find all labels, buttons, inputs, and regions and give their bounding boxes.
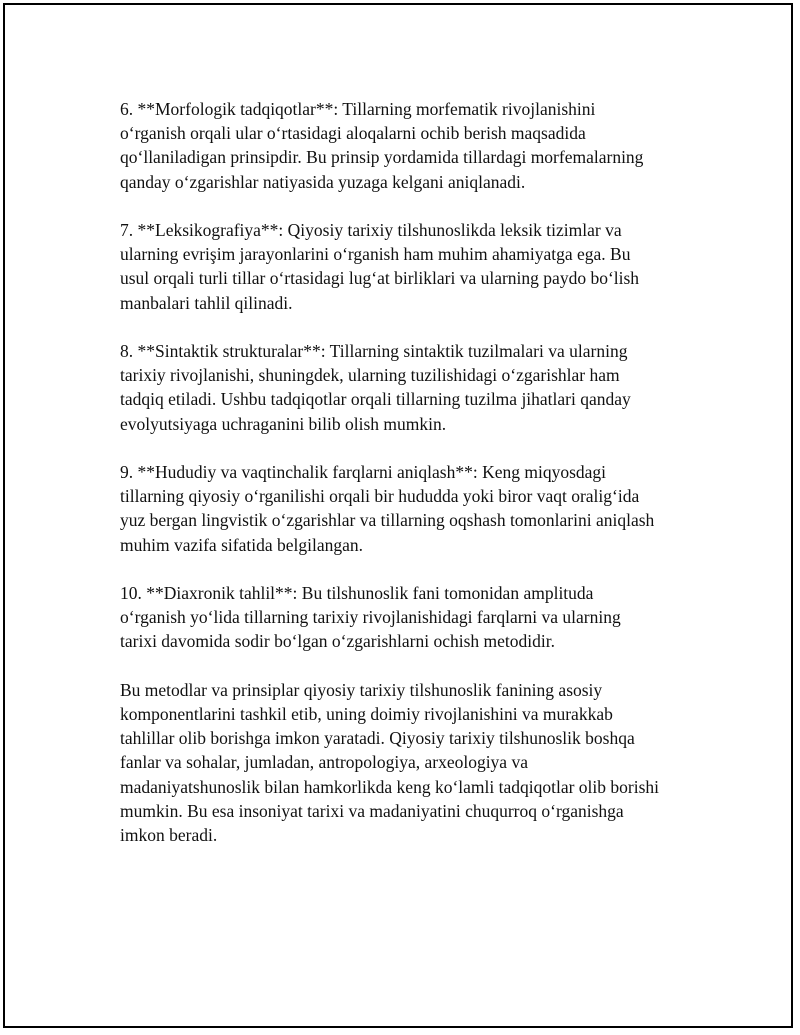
page-frame <box>3 3 793 1028</box>
text-line: Bu metodlar va prinsiplar qiyosiy tarixiy tilshunoslik fanining asosiy <box>120 679 603 700</box>
text-line: 6. **Morfologik tadqiqotlar**: Tillarning morfematik rivojlanishini <box>120 99 596 119</box>
text-line: tillarning qiyosiy o‘rganilishi orqali bir hududda yoki biror vaqt oralig‘ida <box>120 486 640 507</box>
text-line: tarixiy rivojlanishi, shuningdek, ularning tuzilishidagi o‘zgarishlar ham <box>120 365 620 386</box>
text-line: imkon beradi. <box>120 825 218 846</box>
paragraph-sintaktik <box>120 339 700 436</box>
text-line: ularning evrişim jarayonlarini o‘rganish ham muhim ahamiyatga ega. Bu <box>120 244 631 265</box>
paragraph-morfologik <box>120 97 700 194</box>
document-body <box>120 97 700 871</box>
text-line: mumkin. Bu esa insoniyat tarixi va madaniyatini chuqurroq o‘rganishga <box>120 800 624 821</box>
text-line: 7. **Leksikografiya**: Qiyosiy tarixiy tilshunoslikda leksik tizimlar va <box>120 220 622 240</box>
text-line: madaniyatshunoslik bilan hamkorlikda keng ko‘lamli tadqiqotlar olib borishi <box>120 776 660 797</box>
text-line: qo‘llaniladigan prinsipdir. Bu prinsip yordamida tillardagi morfemalarning <box>120 147 644 168</box>
text-line: muhim vazifa sifatida belgilangan. <box>120 534 363 555</box>
paragraph-diaxronik <box>120 581 700 654</box>
text-line: tadqiq etiladi. Ushbu tadqiqotlar orqali tillarning tuzilma jihatlari qanday <box>120 389 631 410</box>
text-line: 9. **Hududiy va vaqtinchalik farqlarni aniqlash**: Keng miqyosdagi <box>120 462 607 482</box>
text-line: usul orqali turli tillar o‘rtasidagi lug‘at birliklari va ularning paydo bo‘lish <box>120 268 640 289</box>
text-line: qanday o‘zgarishlar natiyasida yuzaga kelgani aniqlanadi. <box>120 171 526 192</box>
text-line: o‘rganish yo‘lida tillarning tarixiy rivojlanishidagi farqlarni va ularning <box>120 607 621 628</box>
paragraph-leksikografiya <box>120 218 700 315</box>
text-line: yuz bergan lingvistik o‘zgarishlar va tillarning oqshash tomonlarini aniqlash <box>120 510 655 531</box>
text-line: o‘rganish orqali ular o‘rtasidagi aloqalarni ochib berish maqsadida <box>120 123 586 144</box>
paragraph-hududiy <box>120 460 700 557</box>
text-line: fanlar va sohalar, jumladan, antropologiya, arxeologiya va <box>120 752 528 773</box>
text-line: manbalari tahlil qilinadi. <box>120 292 293 313</box>
text-line: evolyutsiyaga uchraganini bilib olish mumkin. <box>120 413 447 434</box>
paragraph-conclusion <box>120 678 700 847</box>
text-line: tahlillar olib borishga imkon yaratadi. Qiyosiy tarixiy tilshunoslik boshqa <box>120 728 635 749</box>
text-line: tarixi davomida sodir bo‘lgan o‘zgarishlarni ochish metodidir. <box>120 631 555 652</box>
text-line: komponentlarini tashkil etib, uning doimiy rivojlanishini va murakkab <box>120 704 613 724</box>
text-line: 10. **Diaxronik tahlil**: Bu tilshunoslik fani tomonidan amplituda <box>120 583 594 603</box>
text-line: 8. **Sintaktik strukturalar**: Tillarning sintaktik tuzilmalari va ularning <box>120 341 628 361</box>
